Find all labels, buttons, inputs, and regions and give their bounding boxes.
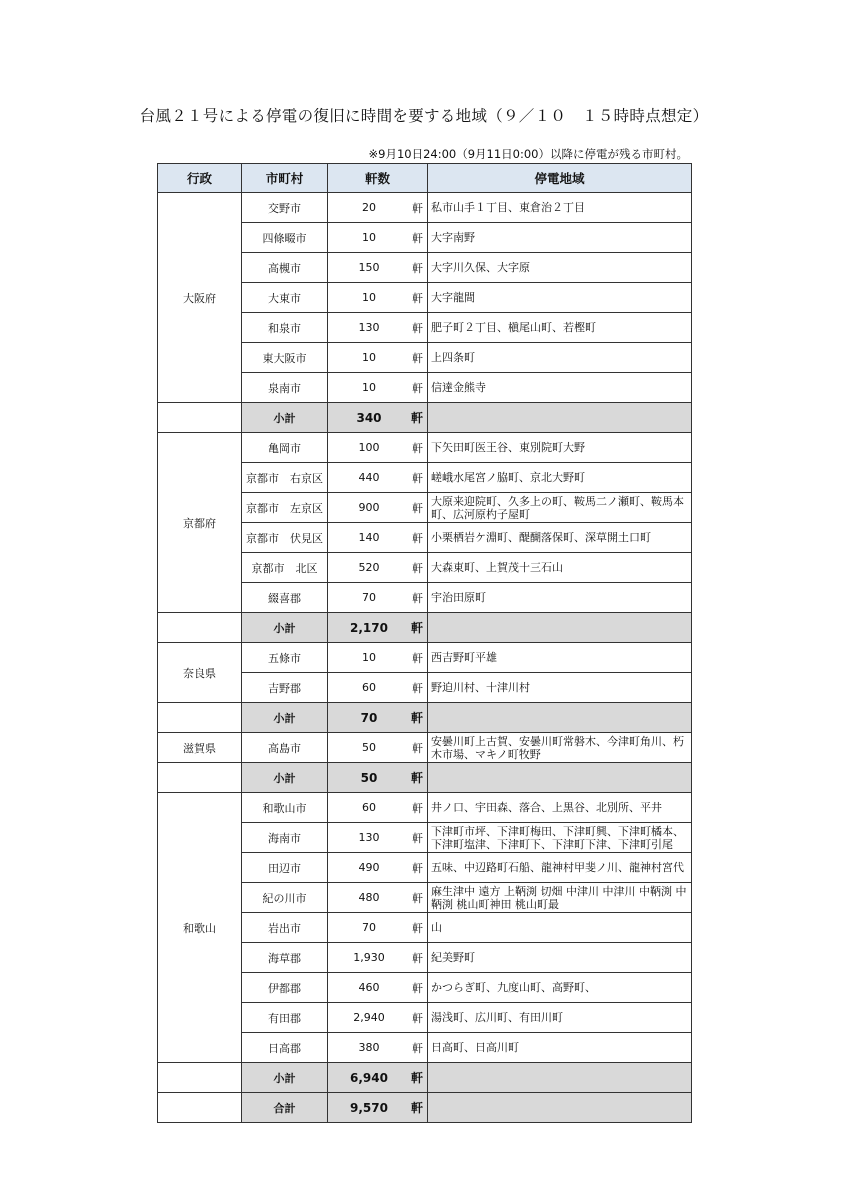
header-count: 軒数: [328, 164, 428, 193]
city-cell: 岩出市: [242, 913, 328, 943]
city-cell: 和歌山市: [242, 793, 328, 823]
outage-table: [157, 163, 692, 1123]
table-row: [158, 643, 692, 673]
city-cell: 亀岡市: [242, 433, 328, 463]
area-cell: 肥子町２丁目、槇尾山町、若樫町: [428, 313, 692, 343]
count-cell: [328, 823, 428, 853]
gov-cell: 奈良県: [158, 643, 242, 703]
subtotal-count: 70: [360, 710, 378, 725]
subtotal-label: 小計: [242, 1063, 328, 1093]
count-value: 480: [358, 891, 380, 904]
count-cell: [328, 253, 428, 283]
count-unit: 軒: [412, 891, 423, 905]
subtotal-count: 6,940: [350, 1070, 388, 1085]
city-cell: 四條畷市: [242, 223, 328, 253]
area-cell: 麻生津中 遠方 上鞆渕 切畑 中津川 中津川 中鞆渕 中鞆渕 桃山町神田 桃山町最: [428, 883, 692, 913]
city-cell: 綴喜郡: [242, 583, 328, 613]
subtotal-count-cell: [328, 763, 428, 793]
count-unit: 軒: [412, 741, 423, 755]
count-unit: 軒: [412, 471, 423, 485]
gov-blank-cell: [158, 403, 242, 433]
count-unit: 軒: [412, 351, 423, 365]
count-value: 70: [362, 591, 376, 604]
city-cell: 高槻市: [242, 253, 328, 283]
table-row: [158, 733, 692, 763]
city-cell: 交野市: [242, 193, 328, 223]
header-city: 市町村: [242, 164, 328, 193]
count-unit: 軒: [412, 681, 423, 695]
subtotal-count: 340: [356, 410, 382, 425]
count-cell: [328, 973, 428, 1003]
subtotal-row: [158, 763, 692, 793]
blank-cell: [428, 613, 692, 643]
blank-cell: [428, 403, 692, 433]
subtotal-row: [158, 403, 692, 433]
count-cell: [328, 433, 428, 463]
table-row: [158, 433, 692, 463]
count-value: 130: [358, 831, 380, 844]
subtotal-count: 2,170: [350, 620, 388, 635]
count-value: 150: [358, 261, 380, 274]
count-value: 10: [362, 381, 376, 394]
subtotal-label: 小計: [242, 703, 328, 733]
count-cell: [328, 793, 428, 823]
city-cell: 海草郡: [242, 943, 328, 973]
count-cell: [328, 343, 428, 373]
city-cell: 日高郡: [242, 1033, 328, 1063]
count-cell: [328, 673, 428, 703]
count-cell: [328, 583, 428, 613]
area-cell: かつらぎ町、九度山町、高野町、: [428, 973, 692, 1003]
count-cell: [328, 853, 428, 883]
area-cell: 私市山手１丁目、東倉治２丁目: [428, 193, 692, 223]
count-value: 460: [358, 981, 380, 994]
count-cell: [328, 1033, 428, 1063]
total-row: [158, 1093, 692, 1123]
blank-cell: [428, 1063, 692, 1093]
city-cell: 高島市: [242, 733, 328, 763]
count-unit: 軒: [412, 231, 423, 245]
blank-cell: [428, 1093, 692, 1123]
area-cell: 五味、中辺路町石船、龍神村甲斐ノ川、龍神村宮代: [428, 853, 692, 883]
gov-blank-cell: [158, 613, 242, 643]
subtotal-count-cell: [328, 1063, 428, 1093]
blank-cell: [428, 703, 692, 733]
city-cell: 京都市 北区: [242, 553, 328, 583]
count-cell: [328, 913, 428, 943]
area-cell: 大字龍間: [428, 283, 692, 313]
count-unit: 軒: [410, 411, 423, 425]
area-cell: 宇治田原町: [428, 583, 692, 613]
count-cell: [328, 373, 428, 403]
city-cell: 京都市 左京区: [242, 493, 328, 523]
area-cell: 山: [428, 913, 692, 943]
total-label: 合計: [242, 1093, 328, 1123]
count-unit: 軒: [410, 1071, 423, 1085]
count-value: 70: [362, 921, 376, 934]
count-unit: 軒: [412, 201, 423, 215]
count-unit: 軒: [412, 381, 423, 395]
count-value: 60: [362, 801, 376, 814]
area-cell: 西吉野町平雄: [428, 643, 692, 673]
area-cell: 安曇川町上古賀、安曇川町常磐木、今津町角川、朽木市場、マキノ町牧野: [428, 733, 692, 763]
count-unit: 軒: [412, 321, 423, 335]
count-value: 50: [362, 741, 376, 754]
footnote: ※9月10日24:00（9月11日0:00）以降に停電が残る市町村。: [368, 147, 688, 161]
count-value: 20: [362, 201, 376, 214]
area-cell: 小栗栖岩ケ淵町、醍醐落保町、深草開土口町: [428, 523, 692, 553]
count-unit: 軒: [412, 261, 423, 275]
count-unit: 軒: [412, 501, 423, 515]
area-cell: 湯浅町、広川町、有田川町: [428, 1003, 692, 1033]
city-cell: 大東市: [242, 283, 328, 313]
count-unit: 軒: [412, 1011, 423, 1025]
count-value: 490: [358, 861, 380, 874]
area-cell: 大字南野: [428, 223, 692, 253]
count-unit: 軒: [412, 441, 423, 455]
count-value: 1,930: [353, 951, 385, 964]
count-value: 10: [362, 651, 376, 664]
count-cell: [328, 943, 428, 973]
count-value: 900: [358, 501, 380, 514]
city-cell: 泉南市: [242, 373, 328, 403]
count-unit: 軒: [412, 291, 423, 305]
gov-blank-cell: [158, 763, 242, 793]
count-unit: 軒: [410, 621, 423, 635]
area-cell: 日高町、日高川町: [428, 1033, 692, 1063]
area-cell: 信達金熊寺: [428, 373, 692, 403]
subtotal-count-cell: [328, 1093, 428, 1123]
subtotal-row: [158, 703, 692, 733]
subtotal-label: 小計: [242, 403, 328, 433]
area-cell: 嵯峨水尾宮ノ脇町、京北大野町: [428, 463, 692, 493]
area-cell: 野迫川村、十津川村: [428, 673, 692, 703]
city-cell: 田辺市: [242, 853, 328, 883]
count-unit: 軒: [412, 951, 423, 965]
city-cell: 東大阪市: [242, 343, 328, 373]
city-cell: 五條市: [242, 643, 328, 673]
count-value: 380: [358, 1041, 380, 1054]
gov-blank-cell: [158, 1063, 242, 1093]
header-gov: 行政: [158, 164, 242, 193]
area-cell: 大原来迎院町、久多上の町、鞍馬二ノ瀬町、鞍馬本町、広河原杓子屋町: [428, 493, 692, 523]
count-cell: [328, 883, 428, 913]
subtotal-row: [158, 1063, 692, 1093]
area-cell: 上四条町: [428, 343, 692, 373]
subtotal-count-cell: [328, 403, 428, 433]
subtotal-count: 50: [360, 770, 378, 785]
count-cell: [328, 283, 428, 313]
city-cell: 紀の川市: [242, 883, 328, 913]
count-unit: 軒: [412, 921, 423, 935]
count-cell: [328, 463, 428, 493]
count-cell: [328, 493, 428, 523]
count-cell: [328, 553, 428, 583]
count-unit: 軒: [412, 981, 423, 995]
city-cell: 京都市 伏見区: [242, 523, 328, 553]
city-cell: 吉野郡: [242, 673, 328, 703]
count-unit: 軒: [412, 801, 423, 815]
header-row: [158, 164, 692, 193]
area-cell: 下津町市坪、下津町梅田、下津町興、下津町橘本、下津町塩津、下津町下、下津町下津、下津町引尾: [428, 823, 692, 853]
count-unit: 軒: [410, 1101, 423, 1115]
area-cell: 下矢田町医王谷、東別院町大野: [428, 433, 692, 463]
count-cell: [328, 313, 428, 343]
gov-blank-cell: [158, 1093, 242, 1123]
count-value: 2,940: [353, 1011, 385, 1024]
subtotal-count-cell: [328, 613, 428, 643]
subtotal-count-cell: [328, 703, 428, 733]
count-value: 130: [358, 321, 380, 334]
subtotal-label: 小計: [242, 613, 328, 643]
count-unit: 軒: [412, 561, 423, 575]
count-value: 440: [358, 471, 380, 484]
count-unit: 軒: [412, 651, 423, 665]
count-value: 10: [362, 231, 376, 244]
table-row: [158, 793, 692, 823]
gov-cell: 滋賀県: [158, 733, 242, 763]
area-cell: 井ノ口、宇田森、落合、上黒谷、北別所、平井: [428, 793, 692, 823]
count-value: 100: [358, 441, 380, 454]
count-cell: [328, 733, 428, 763]
count-value: 520: [358, 561, 380, 574]
city-cell: 有田郡: [242, 1003, 328, 1033]
header-area: 停電地域: [428, 164, 692, 193]
count-cell: [328, 523, 428, 553]
count-unit: 軒: [412, 531, 423, 545]
blank-cell: [428, 763, 692, 793]
city-cell: 伊都郡: [242, 973, 328, 1003]
count-unit: 軒: [410, 771, 423, 785]
subtotal-count: 9,570: [350, 1100, 388, 1115]
table-body: [158, 193, 692, 1123]
gov-cell: 大阪府: [158, 193, 242, 403]
count-value: 60: [362, 681, 376, 694]
count-unit: 軒: [412, 861, 423, 875]
city-cell: 京都市 右京区: [242, 463, 328, 493]
count-unit: 軒: [412, 591, 423, 605]
count-unit: 軒: [412, 831, 423, 845]
count-cell: [328, 1003, 428, 1033]
city-cell: 和泉市: [242, 313, 328, 343]
area-cell: 大字川久保、大字原: [428, 253, 692, 283]
subtotal-row: [158, 613, 692, 643]
count-cell: [328, 193, 428, 223]
subtotal-label: 小計: [242, 763, 328, 793]
table-row: [158, 193, 692, 223]
area-cell: 紀美野町: [428, 943, 692, 973]
gov-cell: 和歌山: [158, 793, 242, 1063]
count-unit: 軒: [412, 1041, 423, 1055]
count-value: 140: [358, 531, 380, 544]
count-value: 10: [362, 291, 376, 304]
count-cell: [328, 643, 428, 673]
city-cell: 海南市: [242, 823, 328, 853]
count-value: 10: [362, 351, 376, 364]
count-unit: 軒: [410, 711, 423, 725]
area-cell: 大森東町、上賀茂十三石山: [428, 553, 692, 583]
page-title: 台風２１号による停電の復旧に時間を要する地域（９／１０ １５時時点想定）: [139, 107, 709, 125]
gov-cell: 京都府: [158, 433, 242, 613]
gov-blank-cell: [158, 703, 242, 733]
count-cell: [328, 223, 428, 253]
